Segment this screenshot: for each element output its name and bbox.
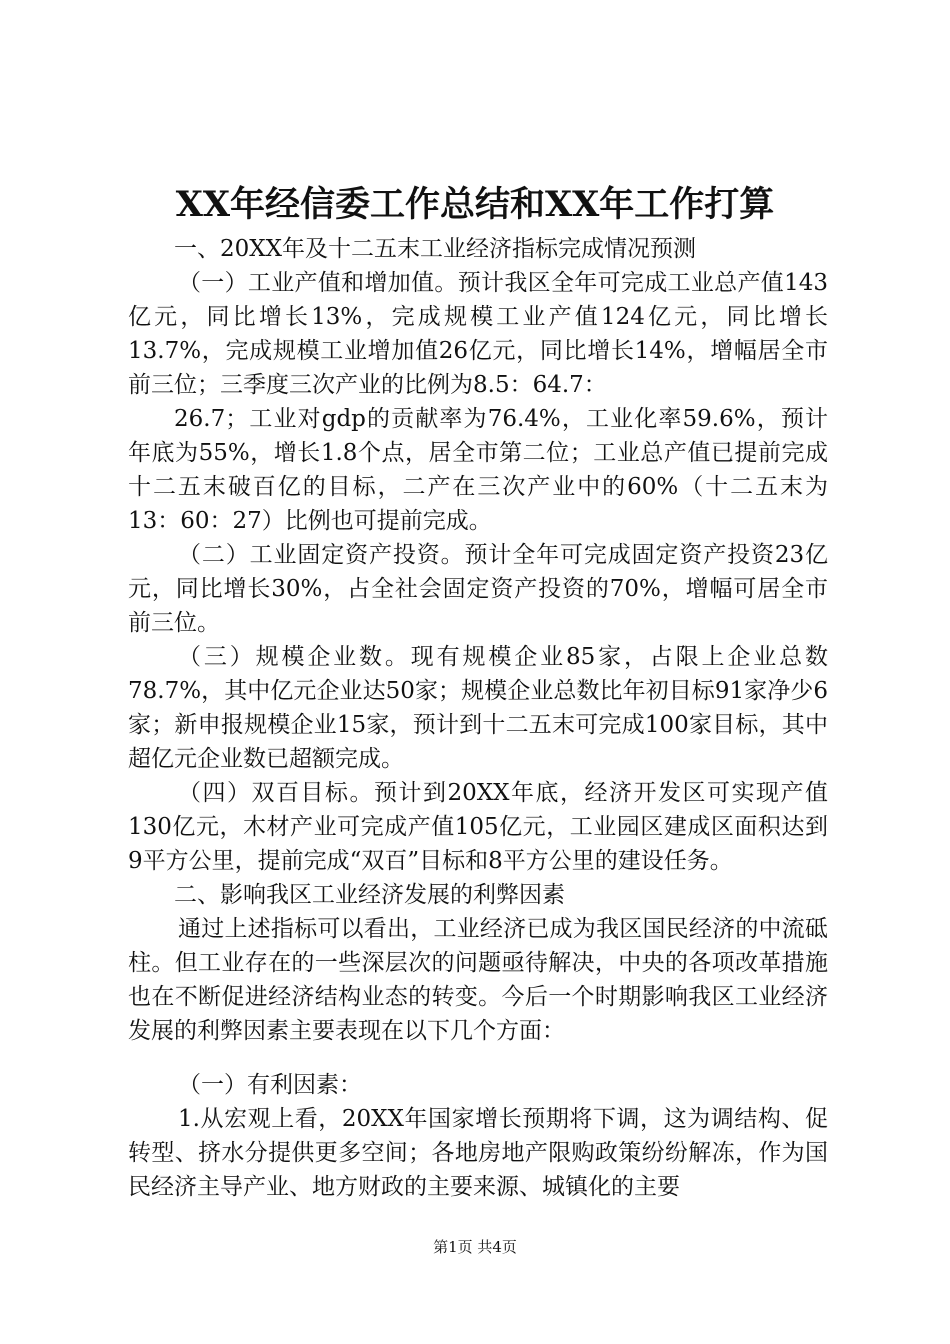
section-heading-2: 二、影响我区工业经济发展的利弊因素 [174, 882, 565, 908]
paragraph-double-hundred-goal: （四）双百目标。预计到20XX年底，经济开发区可实现产值130亿元，木材产业可完成产值105亿元，工业园区建成区面积达到9平方公里，提前完成“双百”目标和8平方公里的建设任务。 [128, 780, 828, 874]
paragraph-factors-intro: 通过上述指标可以看出，工业经济已成为我区国民经济的中流砥柱。但工业存在的一些深层次的问题亟待解决，中央的各项改革措施也在不断促进经济结构业态的转变。今后一个时期影响我区工业经济发展的利弊因素主要表现在以下几个方面： [128, 916, 828, 1044]
subheading-favorable-factors: （一）有利因素： [178, 1072, 362, 1098]
page-footer: 第1页 共4页 [433, 1238, 517, 1256]
paragraph-scale-enterprises: （三）规模企业数。现有规模企业85家，占限上企业总数78.7%，其中亿元企业达50家；规模企业总数比年初目标91家净少6家；新申报规模企业15家，预计到十二五末可完成100家目标，其中超亿元企业数已超额完成。 [128, 644, 828, 772]
paragraph-contribution-rate: 26.7；工业对gdp的贡献率为76.4%，工业化率59.6%，预计年底为55%，增长1.8个点，居全市第二位；工业总产值已提前完成十二五末破百亿的目标，二产在三次产业中的60%（十二五末为13：60：27）比例也可提前完成。 [128, 406, 828, 534]
document-body [128, 232, 828, 1204]
paragraph-output-value: （一）工业产值和增加值。预计我区全年可完成工业总产值143亿元，同比增长13%，完成规模工业产值124亿元，同比增长13.7%，完成规模工业增加值26亿元，同比增长14%，增幅居全市前三位；三季度三次产业的比例为8.5：64.7： [128, 270, 828, 398]
document-title: XX年经信委工作总结和XX年工作打算 [175, 184, 775, 225]
section-heading-1: 一、20XX年及十二五末工业经济指标完成情况预测 [174, 236, 697, 262]
paragraph-fixed-asset-investment: （二）工业固定资产投资。预计全年可完成固定资产投资23亿元，同比增长30%，占全社会固定资产投资的70%，增幅可居全市前三位。 [128, 542, 828, 636]
paragraph-macro-view: 1.从宏观上看，20XX年国家增长预期将下调，这为调结构、促转型、挤水分提供更多空间；各地房地产限购政策纷纷解冻，作为国民经济主导产业、地方财政的主要来源、城镇化的主要 [128, 1106, 828, 1200]
